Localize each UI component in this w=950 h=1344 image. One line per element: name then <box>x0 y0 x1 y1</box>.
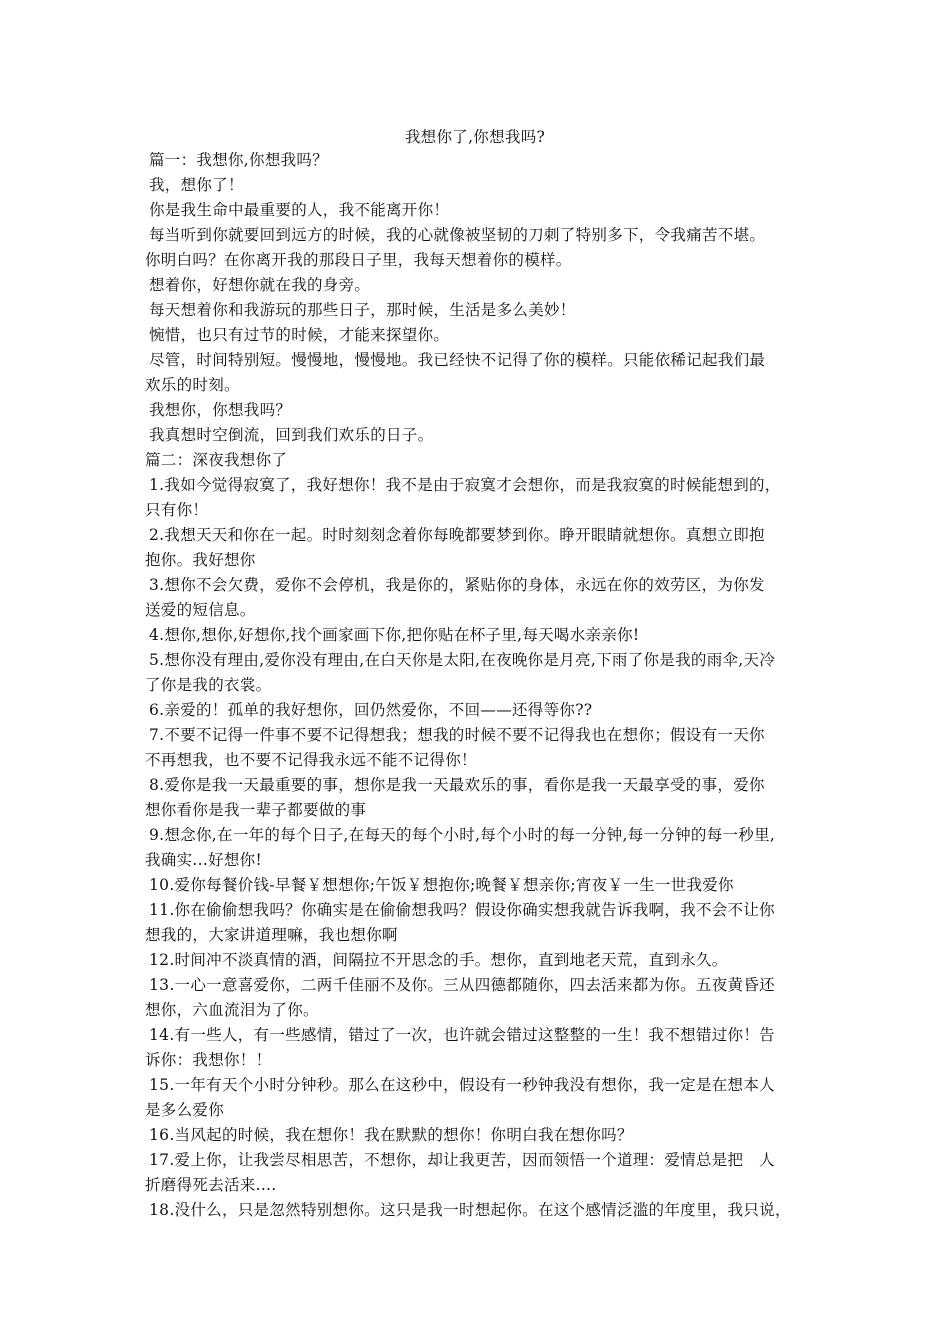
text-line: 8.爱你是我一天最重要的事，想你是我一天最欢乐的事，看你是我一天最享受的事，爱你 <box>149 776 765 794</box>
text-line: 想着你，好想你就在我的身旁。 <box>149 276 371 294</box>
text-line: 3.想你不会欠费，爱你不会停机，我是你的，紧贴你的身体，永远在你的效劳区，为你发 <box>149 576 765 594</box>
text-line: 9.想念你,在一年的每个日子,在每天的每个小时,每个小时的每一分钟,每一分钟的每一秒里, <box>149 826 776 844</box>
text-line: 7.不要不记得一件事不要不记得想我；想我的时候不要不记得我也在想你；假设有一天你 <box>149 726 765 744</box>
text-line: 折磨得死去活来.... <box>145 1176 277 1194</box>
text-line: 2.我想天天和你在一起。时时刻刻念着你每晚都要梦到你。睁开眼睛就想你。真想立即抱 <box>149 526 765 544</box>
text-line: 我确实...好想你! <box>145 851 263 869</box>
text-line: 尽管，时间特别短。慢慢地，慢慢地。我已经快不记得了你的模样。只能依稀记起我们最 <box>149 351 766 369</box>
text-line: 是多么爱你 <box>145 1101 225 1119</box>
text-line: 篇二：深夜我想你了 <box>145 451 288 469</box>
text-line: 14.有一些人，有一些感情，错过了一次，也许就会错过这整整的一生！我不想错过你！告 <box>149 1026 775 1044</box>
document-title: 我想你了,你想我吗? <box>404 128 546 146</box>
text-line: 抱你。我好想你 <box>145 551 256 569</box>
text-line: 6.亲爱的！孤单的我好想你，回仍然爱你，不回——还得等你?? <box>149 701 593 719</box>
text-line: 17.爱上你，让我尝尽相思苦，不想你，却让我更苦，因而领悟一个道理：爱情总是把 人 <box>149 1151 775 1169</box>
text-line: 你是我生命中最重要的人，我不能离开你！ <box>149 201 450 219</box>
text-line: 我想你，你想我吗？ <box>149 401 292 419</box>
text-line: 篇一：我想你,你想我吗？ <box>149 151 329 169</box>
text-line: 惋惜，也只有过节的时候，才能来探望你。 <box>149 326 450 344</box>
text-line: 想你，六血流泪为了你。 <box>145 1001 319 1019</box>
text-line: 11.你在偷偷想我吗？你确实是在偷偷想我吗？假设你确实想我就告诉我啊，我不会不让你 <box>149 901 775 919</box>
text-line: 想你看你是我一辈子都要做的事 <box>145 801 367 819</box>
text-line: 每当听到你就要回到远方的时候，我的心就像被坚韧的刀刺了特别多下，令我痛苦不堪。 <box>149 226 766 244</box>
text-line: 4.想你,想你,好想你,找个画家画下你,把你贴在杯子里,每天喝水亲亲你! <box>149 626 640 644</box>
text-line: 不再想我，也不要不记得我永远不能不记得你！ <box>145 751 477 769</box>
text-line: 10.爱你每餐价钱-早餐￥想想你;午饭￥想抱你;晚餐￥想亲你;宵夜￥一生一世我爱你 <box>149 876 734 894</box>
text-line: 15.一年有天个小时分钟秒。那么在这秒中，假设有一秒钟我没有想你，我一定是在想本人 <box>149 1076 775 1094</box>
text-line: 诉你：我想你！！ <box>145 1051 272 1069</box>
text-line: 12.时间冲不淡真情的酒，间隔拉不开思念的手。想你，直到地老天荒，直到永久。 <box>149 951 728 969</box>
text-line: 每天想着你和我游玩的那些日子，那时候，生活是多么美妙！ <box>149 301 576 319</box>
text-line: 想我的，大家讲道理嘛，我也想你啊 <box>145 926 398 944</box>
text-line: 16.当风起的时候，我在想你！我在默默的想你！你明白我在想你吗？ <box>149 1126 633 1144</box>
text-line: 5.想你没有理由,爱你没有理由,在白天你是太阳,在夜晚你是月亮,下雨了你是我的雨伞,天冷 <box>149 651 776 669</box>
text-line: 欢乐的时刻。 <box>145 376 240 394</box>
text-line: 只有你！ <box>145 501 209 519</box>
text-line: 送爱的短信息。 <box>145 601 256 619</box>
text-line: 18.没什么，只是忽然特别想你。这只是我一时想起你。在这个感情泛滥的年度里，我只说， <box>149 1201 791 1219</box>
text-line: 我，想你了！ <box>149 176 244 194</box>
text-line: 你明白吗？在你离开我的那段日子里，我每天想着你的模样。 <box>145 251 572 269</box>
document-body <box>145 148 823 1223</box>
text-line: 1.我如今觉得寂寞了，我好想你！我不是由于寂寞才会想你，而是我寂寞的时候能想到的， <box>149 476 781 494</box>
text-line: 13.一心一意喜爱你，二两千佳丽不及你。三从四德都随你，四去活来都为你。五夜黄昏还 <box>149 976 775 994</box>
text-line: 我真想时空倒流，回到我们欢乐的日子。 <box>149 426 434 444</box>
text-line: 了你是我的衣裳。 <box>145 676 272 694</box>
